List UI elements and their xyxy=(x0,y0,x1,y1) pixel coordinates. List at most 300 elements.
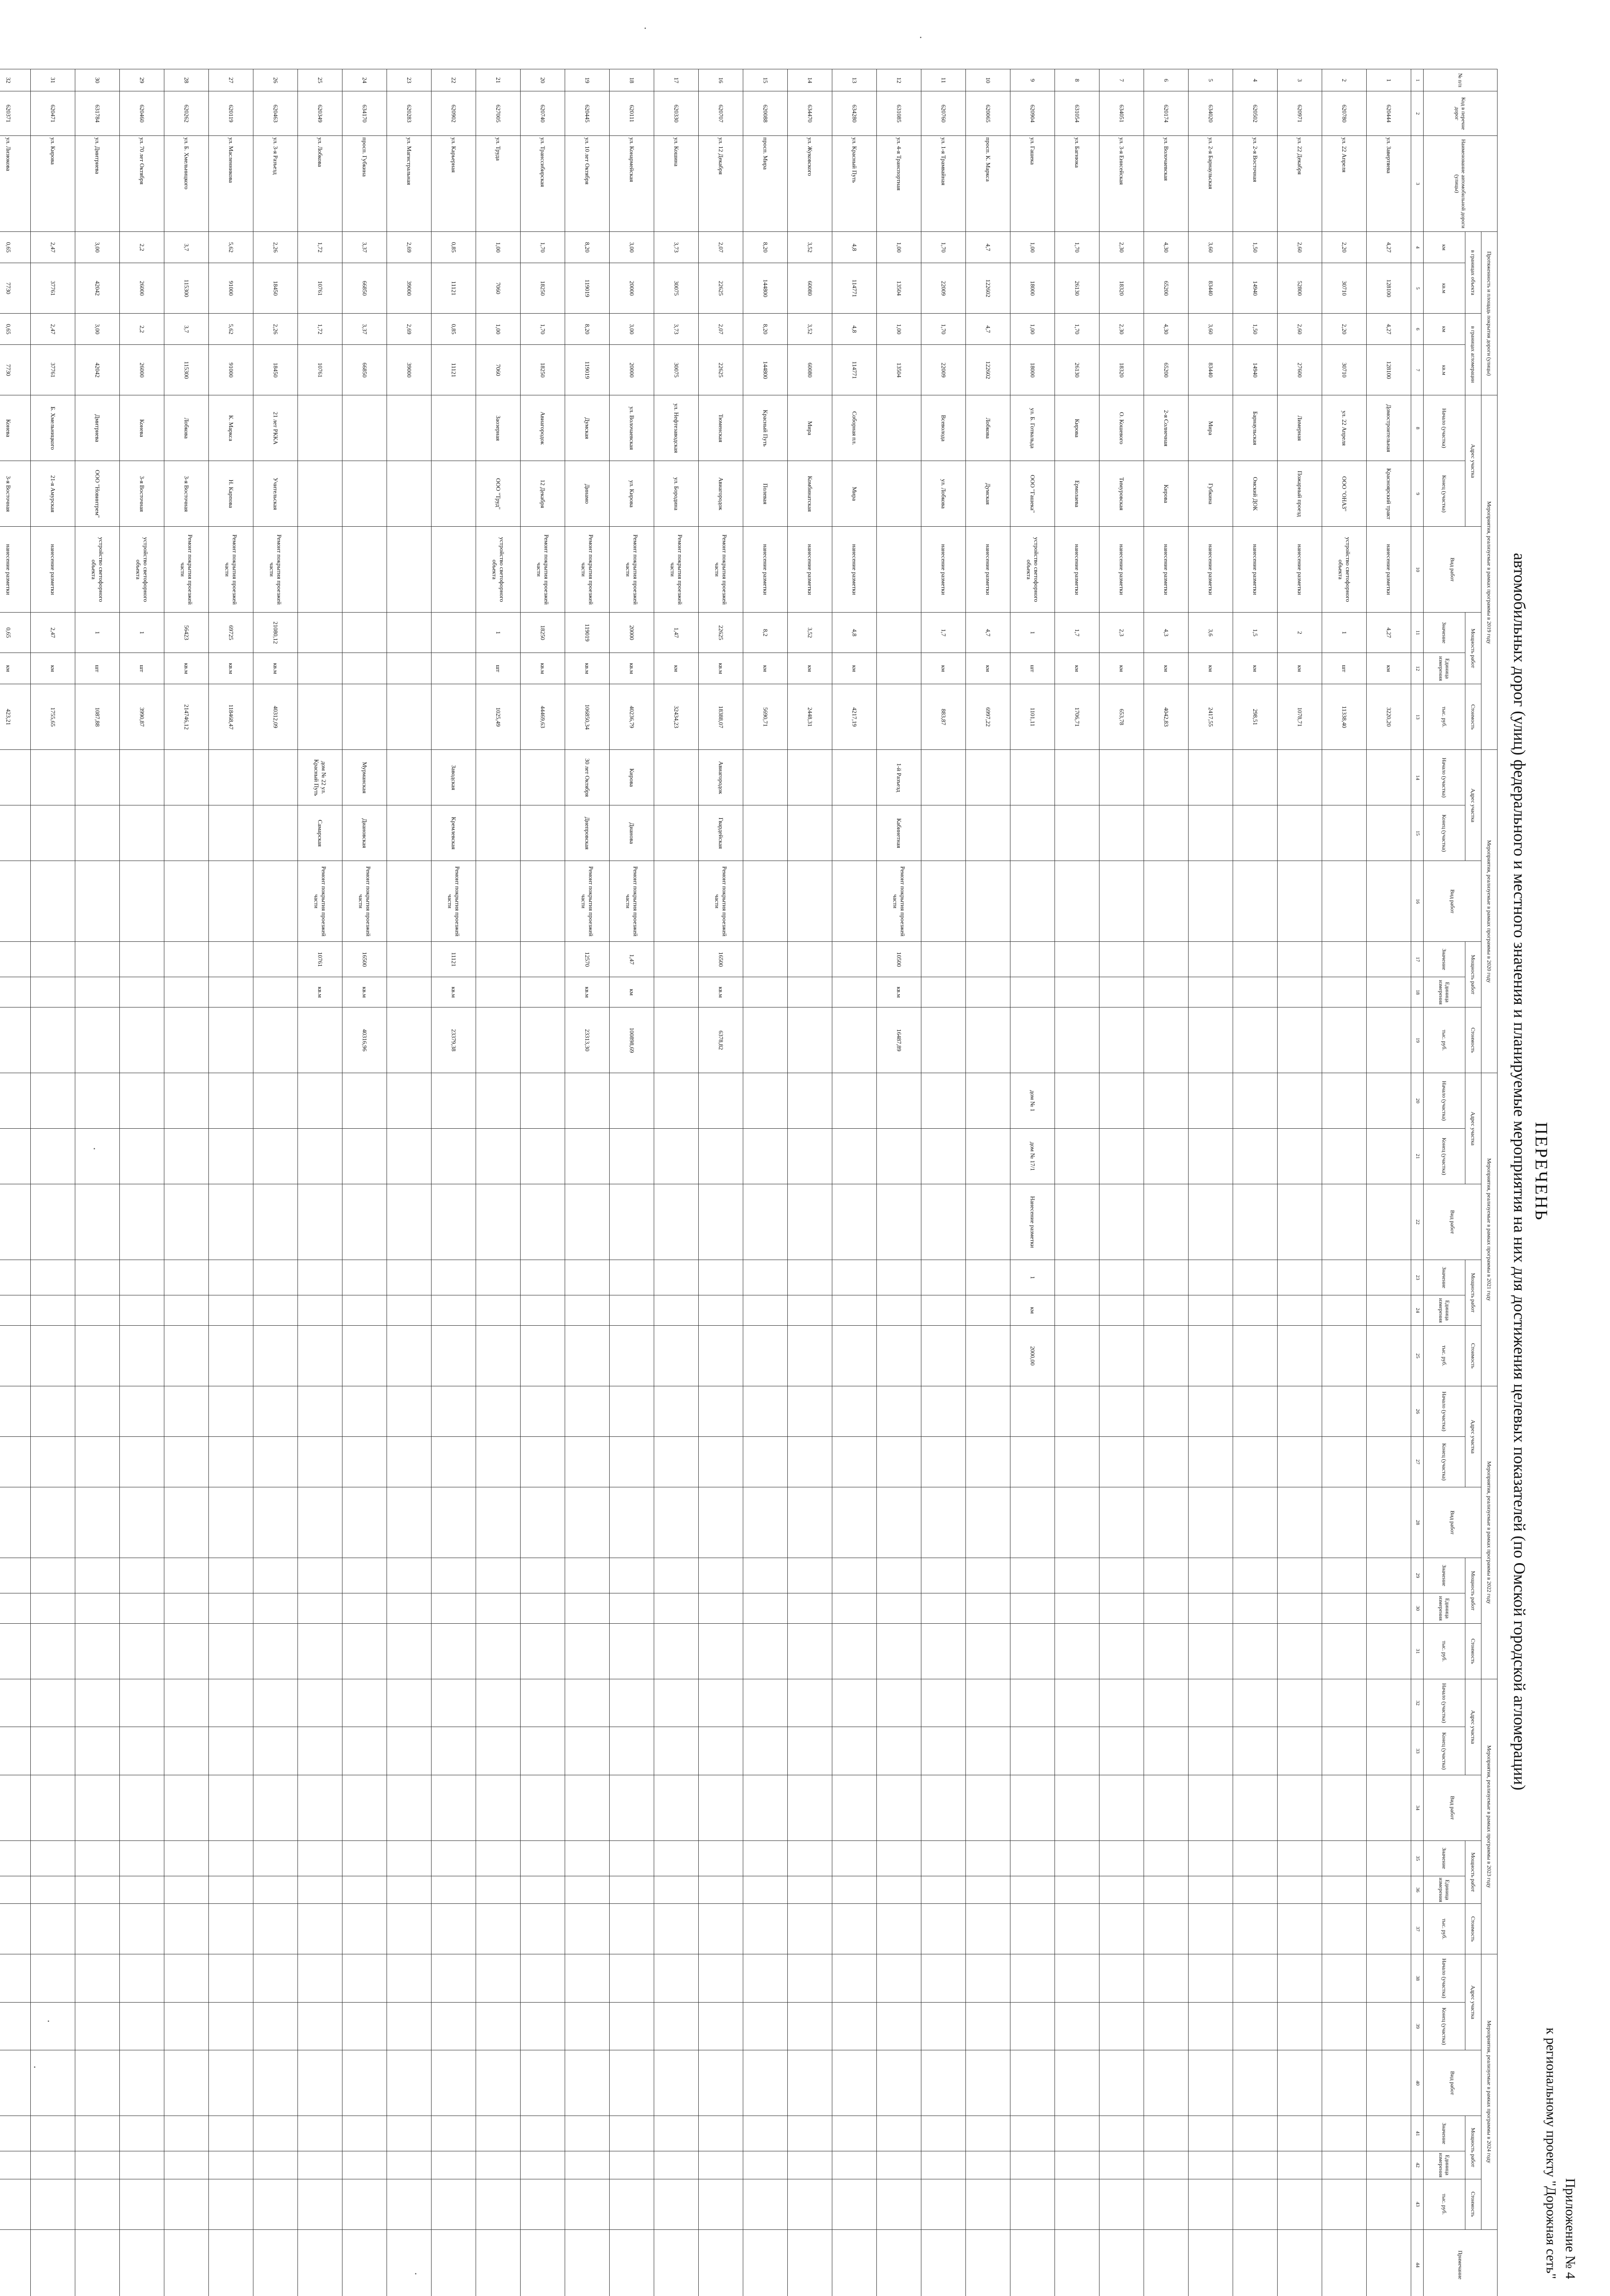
cell-2021 xyxy=(432,1073,476,1129)
cell-empty xyxy=(788,2002,832,2050)
cell-w20 xyxy=(1189,861,1233,942)
cell-empty xyxy=(565,1593,610,1623)
cell-empty xyxy=(164,1904,209,1954)
cell-empty xyxy=(432,1593,476,1623)
cell-empty xyxy=(164,2050,209,2116)
cell-empty xyxy=(209,1954,253,2002)
cell-empty xyxy=(387,2151,432,2179)
cell-km2: 1,70 xyxy=(921,314,966,345)
cell-empty xyxy=(120,2151,164,2179)
cell-2021 xyxy=(743,1295,788,1326)
cell-empty xyxy=(1278,2151,1322,2179)
table-row xyxy=(1189,69,1233,2296)
cell-a20s xyxy=(120,750,164,805)
cell-empty xyxy=(31,1727,75,1775)
cell-w19: нанесение разметки xyxy=(1367,527,1411,613)
cell-empty xyxy=(565,1775,610,1840)
cell-empty xyxy=(743,1437,788,1487)
cell-a19s xyxy=(432,395,476,461)
cell-empty xyxy=(476,1386,521,1437)
cell-c20 xyxy=(1189,1007,1233,1073)
cell-2021 xyxy=(743,1129,788,1184)
cell-empty xyxy=(1233,1775,1278,1840)
cell-note xyxy=(699,2229,743,2296)
cell-note xyxy=(164,2229,209,2296)
cell-empty xyxy=(610,1437,654,1487)
cell-empty xyxy=(120,1727,164,1775)
cell-empty xyxy=(921,2116,966,2151)
cell-empty xyxy=(565,2151,610,2179)
cell-empty xyxy=(1100,1593,1144,1623)
cell-u19: км xyxy=(654,653,699,684)
cell-empty xyxy=(1367,2151,1411,2179)
cell-w19 xyxy=(298,527,342,613)
cell-empty xyxy=(654,2116,699,2151)
cell-empty xyxy=(0,2050,31,2116)
cell-a20s xyxy=(788,750,832,805)
cell-empty xyxy=(432,2151,476,2179)
cell-n: 29 xyxy=(120,69,164,91)
cell-empty xyxy=(0,1558,31,1593)
cell-note xyxy=(0,2229,31,2296)
cell-2021 xyxy=(342,1129,387,1184)
cell-empty xyxy=(743,2116,788,2151)
cell-empty xyxy=(743,1593,788,1623)
cell-a19e: Омский ДОК xyxy=(1233,461,1278,527)
cell-2021 xyxy=(75,1326,120,1386)
cell-2021 xyxy=(832,1260,877,1295)
cell-empty xyxy=(521,1954,565,2002)
cell-u19: км xyxy=(31,653,75,684)
cell-c19: 40236,79 xyxy=(610,684,654,750)
cell-empty xyxy=(1144,2151,1189,2179)
column-number: 20 xyxy=(1411,1073,1424,1129)
cell-w20: Ремонт покрытия проезжей части xyxy=(610,861,654,942)
col-head-unit: Единица измерения xyxy=(1424,1876,1465,1903)
cell-a19e: ул. Лобкова xyxy=(921,461,966,527)
cell-2021 xyxy=(966,1326,1010,1386)
cell-km2: 3,73 xyxy=(654,314,699,345)
cell-u20 xyxy=(921,977,966,1007)
cell-2021 xyxy=(1055,1295,1100,1326)
cell-empty xyxy=(1189,1876,1233,1903)
cell-2021 xyxy=(1144,1129,1189,1184)
cell-empty xyxy=(1233,1386,1278,1437)
cell-w19: нанесение разметки xyxy=(1278,527,1322,613)
cell-empty xyxy=(1144,1840,1189,1876)
cell-km1: 2,69 xyxy=(387,232,432,263)
cell-empty xyxy=(832,1954,877,2002)
cell-2021 xyxy=(1322,1129,1367,1184)
cell-c19: 214746,12 xyxy=(164,684,209,750)
cell-a20e xyxy=(832,805,877,861)
cell-empty xyxy=(877,1386,921,1437)
cell-empty xyxy=(521,1593,565,1623)
cell-a20e xyxy=(921,805,966,861)
cell-m21: 18450 xyxy=(253,263,298,314)
cell-empty xyxy=(832,1775,877,1840)
cell-c19 xyxy=(877,684,921,750)
cell-km2: 3,00 xyxy=(610,314,654,345)
cell-m22: 18320 xyxy=(1100,345,1144,395)
cell-u20 xyxy=(0,977,31,1007)
cell-km1: 2,60 xyxy=(1278,232,1322,263)
column-number: 14 xyxy=(1411,750,1424,805)
cell-note xyxy=(1055,2229,1100,2296)
cell-empty xyxy=(654,2050,699,2116)
cell-2021 xyxy=(966,1073,1010,1129)
cell-2021 xyxy=(1278,1129,1322,1184)
table-row xyxy=(1100,69,1144,2296)
cell-empty xyxy=(1100,1954,1144,2002)
cell-a19s: Б. Хмельницкого xyxy=(31,395,75,461)
column-number: 9 xyxy=(1411,461,1424,527)
cell-2021 xyxy=(788,1129,832,1184)
cell-m21: 114771 xyxy=(832,263,877,314)
cell-empty xyxy=(610,2116,654,2151)
cell-empty xyxy=(1278,1876,1322,1903)
cell-empty xyxy=(120,1437,164,1487)
col-head-y2019: Мероприятия, реализуемые в рамках программы в 2019 году xyxy=(1481,395,1498,750)
cell-empty xyxy=(164,2151,209,2179)
cell-n: 23 xyxy=(387,69,432,91)
cell-empty xyxy=(1189,1487,1233,1558)
cell-empty xyxy=(31,1386,75,1437)
cell-empty xyxy=(699,1727,743,1775)
cell-empty xyxy=(832,2050,877,2116)
cell-km1: 4,7 xyxy=(966,232,1010,263)
cell-empty xyxy=(1322,1593,1367,1623)
cell-2021 xyxy=(610,1073,654,1129)
cell-empty xyxy=(877,1623,921,1679)
cell-empty xyxy=(699,1437,743,1487)
cell-a19s: Авиагородок xyxy=(521,395,565,461)
cell-empty xyxy=(31,2179,75,2229)
cell-2021 xyxy=(521,1184,565,1260)
cell-a20s: Мурманская xyxy=(342,750,387,805)
cell-empty xyxy=(1100,1876,1144,1903)
cell-m21: 26000 xyxy=(120,263,164,314)
cell-empty xyxy=(1233,2002,1278,2050)
cell-w19: нанесение разметки xyxy=(1233,527,1278,613)
cell-empty xyxy=(877,2050,921,2116)
cell-2021 xyxy=(476,1260,521,1295)
cell-km1: 3,52 xyxy=(788,232,832,263)
cell-c19: 1755,65 xyxy=(31,684,75,750)
scan-speck xyxy=(920,37,921,38)
cell-2021 xyxy=(654,1073,699,1129)
cell-empty xyxy=(521,1876,565,1903)
cell-empty xyxy=(521,2151,565,2179)
cell-w19: нанесение разметки xyxy=(1055,527,1100,613)
cell-w19: устройство светофорного объекта xyxy=(1010,527,1055,613)
cell-w20: Ремонт покрытия проезжей части xyxy=(877,861,921,942)
column-number: 12 xyxy=(1411,653,1424,684)
cell-km2: 1,00 xyxy=(1010,314,1055,345)
cell-u20 xyxy=(209,977,253,1007)
cell-2021 xyxy=(654,1260,699,1295)
cell-empty xyxy=(1367,2116,1411,2151)
cell-empty xyxy=(120,1386,164,1437)
cell-empty xyxy=(31,1558,75,1593)
cell-a20s: Кирова xyxy=(610,750,654,805)
cell-v20 xyxy=(31,942,75,977)
cell-empty xyxy=(31,1954,75,2002)
cell-c19: 44469,63 xyxy=(521,684,565,750)
cell-empty xyxy=(1367,2050,1411,2116)
cell-empty xyxy=(877,2116,921,2151)
cell-empty xyxy=(209,1487,253,1558)
cell-w20 xyxy=(1100,861,1144,942)
cell-2021 xyxy=(654,1295,699,1326)
cell-empty xyxy=(31,1679,75,1727)
column-number: 23 xyxy=(1411,1260,1424,1295)
cell-2021 xyxy=(877,1326,921,1386)
cell-w20 xyxy=(120,861,164,942)
cell-c20 xyxy=(0,1007,31,1073)
cell-2021 xyxy=(164,1184,209,1260)
cell-a20e xyxy=(1010,805,1055,861)
cell-w20 xyxy=(921,861,966,942)
col-head-start: Начало (участка) xyxy=(1424,1954,1465,2002)
cell-empty xyxy=(1278,1954,1322,2002)
cell-km1: 2,30 xyxy=(1100,232,1144,263)
cell-c19: 653,78 xyxy=(1100,684,1144,750)
cell-empty xyxy=(75,2116,120,2151)
cell-empty xyxy=(120,1558,164,1593)
cell-c20 xyxy=(743,1007,788,1073)
column-number: 8 xyxy=(1411,395,1424,461)
column-number: 37 xyxy=(1411,1904,1424,1954)
cell-c20 xyxy=(1055,1007,1100,1073)
cell-empty xyxy=(31,1876,75,1903)
cell-m22: 91000 xyxy=(209,345,253,395)
table-row xyxy=(75,69,120,2296)
cell-km1: 2,20 xyxy=(1322,232,1367,263)
cell-a19e: Тимуровская xyxy=(1100,461,1144,527)
cell-2021 xyxy=(120,1073,164,1129)
cell-w19: устройство светофорного объекта xyxy=(75,527,120,613)
cell-empty xyxy=(1010,1558,1055,1593)
cell-empty xyxy=(432,2002,476,2050)
cell-empty xyxy=(1055,2116,1100,2151)
cell-empty xyxy=(921,2050,966,2116)
cell-empty xyxy=(432,1954,476,2002)
column-number: 6 xyxy=(1411,314,1424,345)
cell-c19: 1087,88 xyxy=(75,684,120,750)
column-number: 31 xyxy=(1411,1623,1424,1679)
cell-a20e: Самарская xyxy=(298,805,342,861)
cell-empty xyxy=(1367,2002,1411,2050)
cell-empty xyxy=(1010,1386,1055,1437)
cell-2021 xyxy=(699,1073,743,1129)
cell-empty xyxy=(164,1954,209,2002)
cell-empty xyxy=(1055,1487,1100,1558)
cell-m22: 30075 xyxy=(654,345,699,395)
cell-w20 xyxy=(209,861,253,942)
cell-note xyxy=(565,2229,610,2296)
cell-empty xyxy=(0,1840,31,1876)
col-head-unit: Единица измерения xyxy=(1424,2151,1465,2179)
cell-2021 xyxy=(75,1184,120,1260)
cell-code: 620349 xyxy=(298,91,342,136)
cell-u20 xyxy=(832,977,877,1007)
cell-empty xyxy=(342,1593,387,1623)
cell-2021 xyxy=(31,1260,75,1295)
cell-2021 xyxy=(253,1295,298,1326)
cell-2021 xyxy=(432,1129,476,1184)
cell-2021 xyxy=(31,1129,75,1184)
cell-empty xyxy=(743,1840,788,1876)
cell-a20e xyxy=(0,805,31,861)
cell-code: 620174 xyxy=(1144,91,1189,136)
cell-2021 xyxy=(877,1184,921,1260)
cell-empty xyxy=(342,1558,387,1593)
cell-code: 620111 xyxy=(610,91,654,136)
cell-code: 634470 xyxy=(788,91,832,136)
cell-empty xyxy=(31,2002,75,2050)
cell-u20: кв.м xyxy=(699,977,743,1007)
cell-v19: 1,5 xyxy=(1233,613,1278,653)
cell-empty xyxy=(1322,2151,1367,2179)
cell-a19e: Учительская xyxy=(253,461,298,527)
cell-note xyxy=(743,2229,788,2296)
cell-a19s: Соборная пл. xyxy=(832,395,877,461)
cell-a19e xyxy=(432,461,476,527)
cell-c19: 1706,71 xyxy=(1055,684,1100,750)
cell-empty xyxy=(1189,1437,1233,1487)
cell-empty xyxy=(877,1679,921,1727)
cell-empty xyxy=(298,1876,342,1903)
cell-a20e xyxy=(521,805,565,861)
cell-empty xyxy=(1367,1487,1411,1558)
cell-empty xyxy=(699,2050,743,2116)
cell-n: 30 xyxy=(75,69,120,91)
cell-m22: 60080 xyxy=(788,345,832,395)
cell-empty xyxy=(342,1386,387,1437)
cell-a19e: 3-я Восточная xyxy=(0,461,31,527)
cell-empty xyxy=(832,1623,877,1679)
cell-a20s xyxy=(31,750,75,805)
cell-empty xyxy=(1100,1558,1144,1593)
cell-name: ул. Труда xyxy=(476,136,521,232)
col-head-cost: Стоимость xyxy=(1465,1623,1481,1679)
cell-w19: устройство светофорного объекта xyxy=(476,527,521,613)
cell-empty xyxy=(877,1954,921,2002)
cell-v19: 22625 xyxy=(699,613,743,653)
cell-2021 xyxy=(209,1326,253,1386)
cell-empty xyxy=(1144,1904,1189,1954)
cell-empty xyxy=(1278,1623,1322,1679)
cell-a19e: Губкина xyxy=(1189,461,1233,527)
cell-empty xyxy=(432,2116,476,2151)
cell-empty xyxy=(966,1386,1010,1437)
cell-2021 xyxy=(1367,1184,1411,1260)
col-head-cost: Стоимость xyxy=(1465,684,1481,750)
cell-empty xyxy=(921,1386,966,1437)
col-head-cost-thousand: тыс. руб. xyxy=(1424,1326,1465,1386)
col-head-len-total: в границах объекта xyxy=(1465,232,1481,314)
cell-empty xyxy=(298,1840,342,1876)
cell-empty xyxy=(31,1437,75,1487)
cell-empty xyxy=(743,1775,788,1840)
cell-empty xyxy=(565,1679,610,1727)
cell-2021 xyxy=(1278,1326,1322,1386)
cell-v20: 1,47 xyxy=(610,942,654,977)
cell-2021: 2000,00 xyxy=(1010,1326,1055,1386)
cell-empty xyxy=(877,1876,921,1903)
cell-w19 xyxy=(387,527,432,613)
cell-empty xyxy=(921,1593,966,1623)
cell-u20 xyxy=(31,977,75,1007)
cell-km2: 8,20 xyxy=(743,314,788,345)
cell-empty xyxy=(0,2002,31,2050)
cell-empty xyxy=(31,1593,75,1623)
cell-empty xyxy=(654,1679,699,1727)
cell-empty xyxy=(387,1904,432,1954)
cell-2021 xyxy=(921,1184,966,1260)
cell-a20e xyxy=(966,805,1010,861)
cell-empty xyxy=(610,1904,654,1954)
cell-empty xyxy=(342,1840,387,1876)
cell-2021 xyxy=(75,1260,120,1295)
cell-a20s xyxy=(1010,750,1055,805)
cell-w20 xyxy=(253,861,298,942)
cell-v20: 16500 xyxy=(699,942,743,977)
column-number: 41 xyxy=(1411,2116,1424,2151)
col-head-cost: Стоимость xyxy=(1465,2179,1481,2229)
col-head-volume: Мощность работ xyxy=(1465,613,1481,684)
cell-empty xyxy=(832,1840,877,1876)
cell-empty xyxy=(1055,1437,1100,1487)
column-number: 42 xyxy=(1411,2151,1424,2179)
cell-empty xyxy=(743,2002,788,2050)
cell-c19: 5690,71 xyxy=(743,684,788,750)
cell-empty xyxy=(788,2151,832,2179)
cell-empty xyxy=(164,2179,209,2229)
cell-w20 xyxy=(0,861,31,942)
cell-empty xyxy=(1233,1876,1278,1903)
cell-empty xyxy=(966,1558,1010,1593)
cell-empty xyxy=(120,1840,164,1876)
cell-n: 27 xyxy=(209,69,253,91)
cell-empty xyxy=(342,1954,387,2002)
cell-empty xyxy=(1322,1679,1367,1727)
column-number: 27 xyxy=(1411,1437,1424,1487)
cell-empty xyxy=(1055,1679,1100,1727)
cell-c19 xyxy=(387,684,432,750)
cell-c19 xyxy=(298,684,342,750)
cell-empty xyxy=(1322,1437,1367,1487)
cell-2021 xyxy=(476,1295,521,1326)
cell-empty xyxy=(788,1558,832,1593)
cell-a19s: Всеволода xyxy=(921,395,966,461)
column-number: 10 xyxy=(1411,527,1424,613)
cell-empty xyxy=(1278,1593,1322,1623)
cell-empty xyxy=(877,1487,921,1558)
cell-empty xyxy=(1100,1840,1144,1876)
cell-2021 xyxy=(743,1073,788,1129)
cell-empty xyxy=(387,1876,432,1903)
cell-empty xyxy=(387,2002,432,2050)
cell-v19: 20000 xyxy=(610,613,654,653)
column-number: 2 xyxy=(1411,91,1424,136)
cell-m22: 83440 xyxy=(1189,345,1233,395)
cell-empty xyxy=(1189,1840,1233,1876)
cell-v19: 1 xyxy=(75,613,120,653)
cell-u20: кв.м xyxy=(342,977,387,1007)
col-head-work-type: Вид работ xyxy=(1424,861,1481,942)
